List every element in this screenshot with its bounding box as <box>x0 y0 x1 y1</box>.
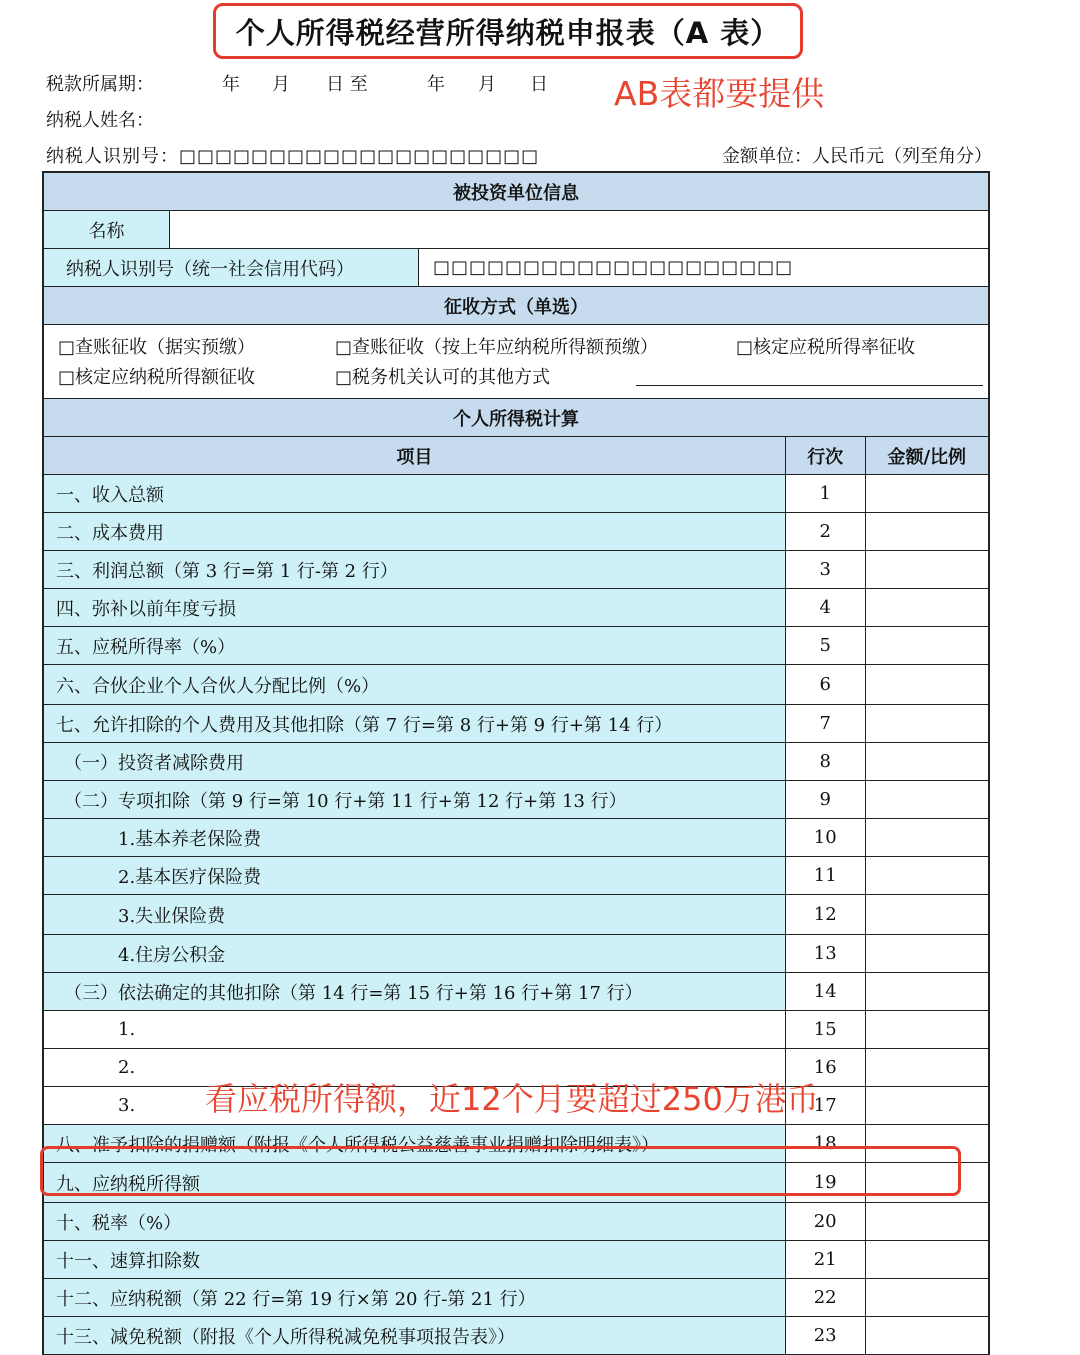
investee-id-row <box>44 249 988 287</box>
calc-row-amount-input[interactable] <box>865 513 988 550</box>
calc-row-7 <box>44 705 988 743</box>
calc-row-label: 十二、应纳税额（第 22 行=第 19 行×第 20 行-第 21 行） <box>44 1279 785 1316</box>
calc-row-line-number: 7 <box>785 705 865 742</box>
calc-row-line-number: 19 <box>785 1163 865 1202</box>
calc-row-amount-input[interactable] <box>865 781 988 818</box>
row19-highlight-box <box>40 1146 961 1196</box>
calc-row-line-number: 6 <box>785 665 865 704</box>
calc-row-6 <box>44 665 988 705</box>
calc-row-line-number: 4 <box>785 589 865 626</box>
calc-row-label: 五、应税所得率（%） <box>44 627 785 664</box>
calc-row-line-number: 1 <box>785 475 865 512</box>
calc-row-label: 1. <box>118 1019 136 1040</box>
investee-id-boxes[interactable]: □□□□□□□□□□□□□□□□□□□□ <box>418 249 988 286</box>
calc-row-13 <box>44 935 988 973</box>
col-line-header: 行次 <box>785 437 865 474</box>
calc-row-label: （二）专项扣除（第 9 行=第 10 行+第 11 行+第 12 行+第 13 行） <box>44 781 785 818</box>
calc-row-amount-input[interactable] <box>865 551 988 588</box>
calc-row-line-number: 5 <box>785 627 865 664</box>
period-year-end: 年 <box>427 74 445 95</box>
checkbox-option-fixed-amount[interactable]: □核定应纳税所得额征收 <box>58 367 256 388</box>
investee-section-title: 被投资单位信息 <box>453 182 579 204</box>
calc-row-amount-input[interactable] <box>865 1203 988 1240</box>
calc-row-line-number: 12 <box>785 895 865 934</box>
calc-row-amount-input[interactable] <box>865 935 988 972</box>
calc-row-3 <box>44 551 988 589</box>
calc-row-label: 3. <box>118 1095 136 1116</box>
calc-row-label: 十、税率（%） <box>44 1203 785 1240</box>
checkbox-option-other[interactable]: □税务机关认可的其他方式 <box>335 367 551 388</box>
calc-row-1 <box>44 475 988 513</box>
calc-row-4 <box>44 589 988 627</box>
calc-row-amount-input[interactable] <box>865 589 988 626</box>
calc-row-amount-input[interactable] <box>865 857 988 894</box>
calc-row-line-number: 16 <box>785 1049 865 1086</box>
calc-row-label: 九、应纳税所得额 <box>44 1163 785 1202</box>
calc-row-10 <box>44 819 988 857</box>
collection-options-line1 <box>44 325 988 361</box>
calc-row-line-number: 3 <box>785 551 865 588</box>
taxpayer-name-label: 纳税人姓名： <box>46 110 154 131</box>
collection-options <box>44 325 988 399</box>
col-amount-header: 金额/比例 <box>865 437 988 474</box>
calc-row-label: 七、允许扣除的个人费用及其他扣除（第 7 行=第 8 行+第 9 行+第 14 行） <box>44 705 785 742</box>
calc-column-headers <box>44 437 988 475</box>
checkbox-option-rate[interactable]: □核定应税所得率征收 <box>736 337 916 358</box>
other-method-input-line[interactable] <box>636 385 983 386</box>
calc-row-5 <box>44 627 988 665</box>
period-label: 税款所属期： <box>46 74 154 95</box>
calc-row-label: 三、利润总额（第 3 行=第 1 行-第 2 行） <box>44 551 785 588</box>
calc-row-20 <box>44 1203 988 1241</box>
col-item-header: 项目 <box>396 446 433 468</box>
calc-row-label: 六、合伙企业个人合伙人分配比例（%） <box>44 665 785 704</box>
calc-row-8 <box>44 743 988 781</box>
calc-row-line-number: 22 <box>785 1279 865 1316</box>
calc-row-amount-input[interactable] <box>865 743 988 780</box>
calc-row-label: 二、成本费用 <box>44 513 785 550</box>
calc-row-line-number: 8 <box>785 743 865 780</box>
calc-row-amount-input[interactable] <box>865 1317 988 1354</box>
calc-rows <box>44 475 988 1355</box>
calc-row-23 <box>44 1317 988 1355</box>
investee-name-row <box>44 211 988 249</box>
collection-options-line2 <box>44 361 988 397</box>
calc-row-label: 4.住房公积金 <box>44 935 785 972</box>
calc-row-amount-input[interactable] <box>865 475 988 512</box>
calc-row-line-number: 2 <box>785 513 865 550</box>
period-day-start: 日 至 <box>326 74 368 95</box>
investee-section-header <box>44 173 988 211</box>
calc-row-label: 3.失业保险费 <box>44 895 785 934</box>
investee-name-label: 名称 <box>44 211 169 248</box>
calc-row-line-number: 20 <box>785 1203 865 1240</box>
calc-row-label: 2. <box>118 1057 136 1078</box>
calc-row-amount-input[interactable] <box>865 1087 988 1124</box>
calc-row-line-number: 17 <box>785 1087 865 1124</box>
calc-row-amount-input[interactable] <box>865 819 988 856</box>
taxpayer-id-label: 纳税人识别号：□□□□□□□□□□□□□□□□□□□□ <box>46 146 540 167</box>
calc-row-line-number: 13 <box>785 935 865 972</box>
calc-row-label: （三）依法确定的其他扣除（第 14 行=第 15 行+第 16 行+第 17 行） <box>44 973 785 1010</box>
period-day-end: 日 <box>530 74 548 95</box>
calc-row-label: 八、准予扣除的捐赠额（附报《个人所得税公益慈善事业捐赠扣除明细表》） <box>44 1125 785 1162</box>
calc-row-21 <box>44 1241 988 1279</box>
calc-row-amount-input[interactable] <box>865 895 988 934</box>
annotation-tax-note: 看应税所得额，近12个月要超过250万港币 <box>205 1080 819 1118</box>
collection-section-header <box>44 287 988 325</box>
calc-row-amount-input[interactable] <box>865 1049 988 1086</box>
period-month-start: 月 <box>272 74 290 95</box>
period-month-end: 月 <box>478 74 496 95</box>
checkbox-option-prior-year[interactable]: □查账征收（按上年应纳税所得额预缴） <box>335 337 659 358</box>
calc-row-2 <box>44 513 988 551</box>
calc-row-12 <box>44 895 988 935</box>
calc-row-14 <box>44 973 988 1011</box>
calc-row-amount-input[interactable] <box>865 1011 988 1048</box>
calc-row-label: （一）投资者减除费用 <box>44 743 785 780</box>
investee-id-label: 纳税人识别号（统一社会信用代码） <box>44 249 418 286</box>
annotation-ab-note: AB表都要提供 <box>614 74 825 113</box>
calc-row-label: 1.基本养老保险费 <box>44 819 785 856</box>
calc-row-line-number: 21 <box>785 1241 865 1278</box>
calc-row-line-number: 10 <box>785 819 865 856</box>
calc-row-amount-input[interactable] <box>865 1241 988 1278</box>
period-year-start: 年 <box>222 74 240 95</box>
checkbox-option-actual[interactable]: □查账征收（据实预缴） <box>58 337 256 358</box>
calc-row-label: 一、收入总额 <box>44 475 785 512</box>
investee-name-input[interactable] <box>169 211 988 248</box>
calc-row-line-number: 18 <box>785 1125 865 1162</box>
calc-row-line-number: 9 <box>785 781 865 818</box>
calc-row-22 <box>44 1279 988 1317</box>
title-highlight-box <box>213 3 803 59</box>
calc-row-label: 2.基本医疗保险费 <box>44 857 785 894</box>
calc-section-title: 个人所得税计算 <box>453 408 579 430</box>
calc-row-label: 十三、减免税额（附报《个人所得税减免税事项报告表》） <box>44 1317 785 1354</box>
calc-row-label: 四、弥补以前年度亏损 <box>44 589 785 626</box>
calc-row-15 <box>44 1011 988 1049</box>
calc-row-11 <box>44 857 988 895</box>
calc-row-amount-input[interactable] <box>865 1279 988 1316</box>
calc-row-amount-input[interactable] <box>865 973 988 1010</box>
calc-row-line-number: 11 <box>785 857 865 894</box>
calc-row-9 <box>44 781 988 819</box>
form-title: 个人所得税经营所得纳税申报表（A 表） <box>235 15 781 50</box>
calc-section-header <box>44 399 988 437</box>
calc-row-line-number: 14 <box>785 973 865 1010</box>
collection-section-title: 征收方式（单选） <box>444 296 588 318</box>
calc-row-label: 十一、速算扣除数 <box>44 1241 785 1278</box>
calc-row-amount-input[interactable] <box>865 627 988 664</box>
calc-row-amount-input[interactable] <box>865 705 988 742</box>
amount-unit-label: 金额单位：人民币元（列至角分） <box>722 146 992 167</box>
calc-row-amount-input[interactable] <box>865 665 988 704</box>
calc-row-line-number: 15 <box>785 1011 865 1048</box>
calc-row-line-number: 23 <box>785 1317 865 1354</box>
